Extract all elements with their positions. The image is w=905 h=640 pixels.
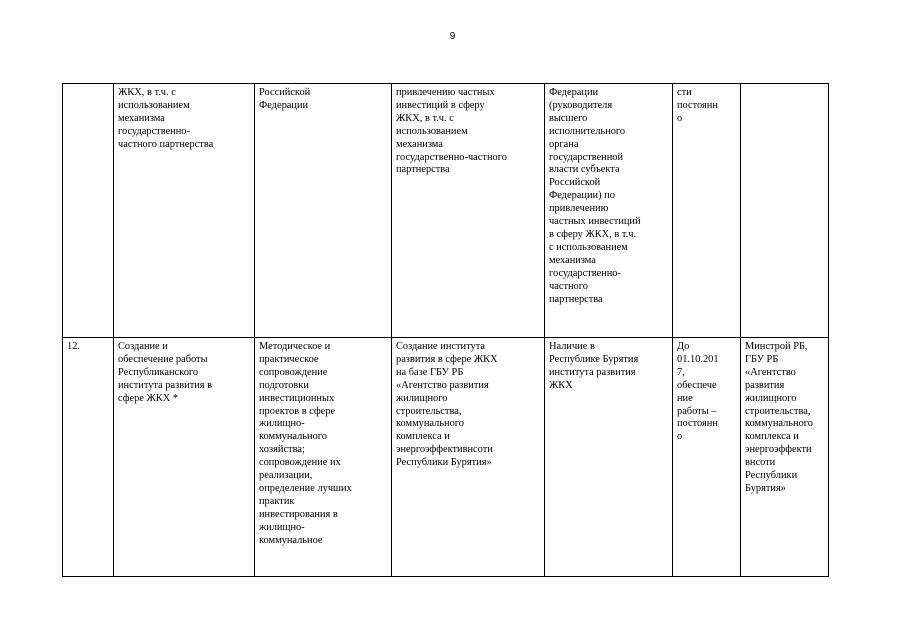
row-number-cell (63, 338, 114, 577)
table-row (63, 84, 829, 338)
measure-cell (114, 338, 255, 577)
measure-text: ЖКХ, в т.ч. с использованием механизма государственно- частного партнерства (118, 87, 214, 150)
content-text: Российской Федерации (259, 87, 311, 111)
responsible-cell (741, 338, 829, 577)
responsible-cell (741, 84, 829, 338)
content-cell (255, 84, 392, 338)
indicator-cell (545, 338, 673, 577)
indicator-text: Федерации (руководителя высшего исполнительного органа государственной власти субъекта Российской Федерации) по привлечению частных инвестиций в сферу ЖКХ, в т.ч. с использованием механизма государственно- частного партнерства (549, 87, 641, 305)
deadline-cell (673, 338, 741, 577)
page-number: 9 (449, 31, 456, 42)
measure-text: Создание и обеспечение работы Республиканского института развития в сфере ЖКХ * (118, 341, 213, 404)
content-cell (255, 338, 392, 577)
plan-table (62, 83, 829, 577)
deadline-text: До 01.10.201 7, обеспече ние работы – постоянн о (677, 341, 719, 443)
content-text: Методическое и практическое сопровождение подготовки инвестиционных проектов в сфере жилищно- коммунального хозяйства; сопровождение их реализации, определение лучших практик инвестирования в жилищно- коммунальное (259, 341, 352, 546)
row-number-cell (63, 84, 114, 338)
result-cell (392, 84, 545, 338)
measure-cell (114, 84, 255, 338)
deadline-text: сти постоянн о (677, 87, 718, 124)
table-row (63, 338, 829, 577)
result-cell (392, 338, 545, 577)
indicator-cell (545, 84, 673, 338)
row-number: 12. (67, 341, 80, 352)
responsible-text: Минстрой РБ, ГБУ РБ «Агентство развития жилищного строительства, коммунального комплекса и энергоэффекти внсоти Республики Бурятия» (745, 341, 814, 494)
result-text: привлечению частных инвестиций в сферу ЖКХ, в т.ч. с использованием механизма государственно-частного партнерства (396, 87, 507, 176)
result-text: Создание института развития в сфере ЖКХ на базе ГБУ РБ «Агентство развития жилищного строительства, коммунального комплекса и энергоэффективнсоти Республики Бурятия» (396, 341, 498, 469)
deadline-cell (673, 84, 741, 338)
indicator-text: Наличие в Республике Бурятия института развития ЖКХ (549, 341, 639, 391)
